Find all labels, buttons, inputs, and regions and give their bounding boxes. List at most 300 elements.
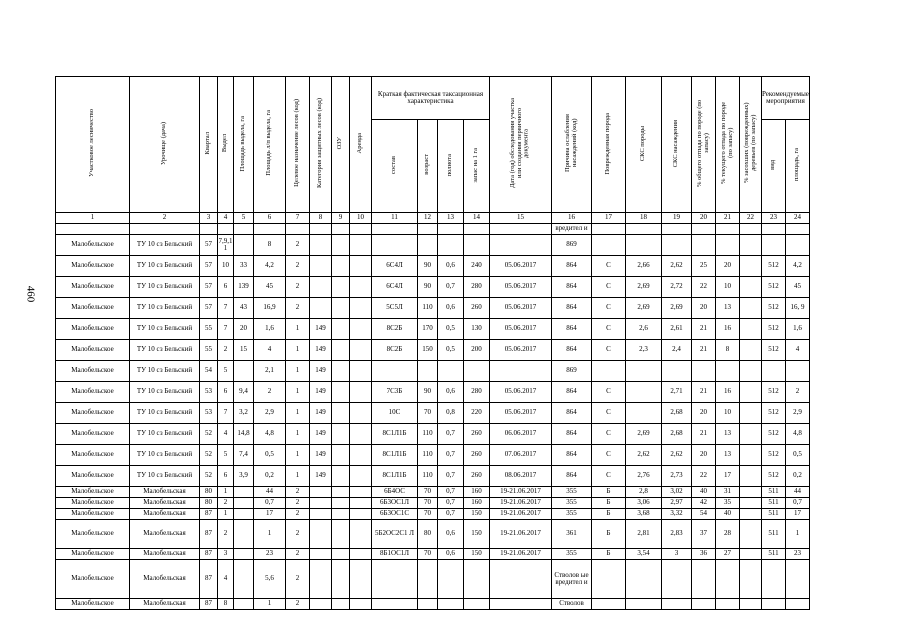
table-cell: 20 [692,445,716,466]
table-cell [438,560,464,599]
table-cell: 2,73 [662,466,692,487]
table-cell: 05.06.2017 [490,382,552,403]
table-cell [438,361,464,382]
header-recommended: Рекомендуемые мероприятия [762,77,810,120]
table-cell [350,382,372,403]
table-row [56,560,810,599]
table-row [56,549,810,560]
column-number: 10 [350,213,372,224]
table-cell: 70 [418,509,438,520]
table-cell: 13 [716,298,740,319]
table-row [56,487,810,498]
header-survey-date: Дата (год) обследования участка или создания первичного документа [490,77,552,213]
table-cell [234,599,254,610]
table-cell [218,224,234,235]
table-cell: 0,8 [438,403,464,424]
table-cell: 2 [286,487,310,498]
table-cell: Малобельская [130,549,200,560]
table-cell: 35 [716,498,740,509]
table-cell [740,549,762,560]
table-cell [350,224,372,235]
table-cell [740,466,762,487]
table-cell [740,298,762,319]
header-stock: запас на 1 га [464,120,490,213]
table-cell [464,224,490,235]
table-cell: 7 [218,403,234,424]
table-cell: 23 [254,549,286,560]
table-cell [350,319,372,340]
table-cell: 3,54 [626,549,662,560]
header-area-ha: площадь, га [785,120,809,213]
table-row [56,235,810,256]
table-row [56,361,810,382]
table-cell: 21 [692,319,716,340]
table-cell [490,361,552,382]
table-cell: 10 [716,277,740,298]
table-cell [310,224,332,235]
table-cell: 6С4Л [372,277,418,298]
table-cell: 869 [552,235,592,256]
table-cell: 864 [552,445,592,466]
table-cell [662,235,692,256]
table-cell [592,235,626,256]
table-cell: 2,81 [626,520,662,549]
table-cell [332,487,350,498]
table-cell: 1,6 [254,319,286,340]
table-cell: 87 [200,520,218,549]
table-cell [662,224,692,235]
table-cell: 512 [762,319,786,340]
table-cell: 8С2Б [372,319,418,340]
table-cell [740,319,762,340]
table-cell: 53 [200,382,218,403]
table-cell: 36 [692,549,716,560]
table-cell: 2,72 [662,277,692,298]
table-cell [350,466,372,487]
table-cell: 4 [218,560,234,599]
table-cell: 2 [286,549,310,560]
table-cell [372,560,418,599]
table-cell: 2,68 [662,403,692,424]
table-cell: 8 [716,340,740,361]
table-cell [464,235,490,256]
table-cell: 2,9 [254,403,286,424]
table-cell [418,599,438,610]
table-cell [254,224,286,235]
table-cell: С [592,424,626,445]
table-cell [200,224,218,235]
table-cell [350,298,372,319]
table-cell: 06.06.2017 [490,424,552,445]
table-cell: 1 [286,445,310,466]
table-cell [332,298,350,319]
table-cell: 2 [254,382,286,403]
table-cell: 361 [552,520,592,549]
table-cell: Малобельское [56,340,130,361]
table-cell: Малобельское [56,599,130,610]
table-row [56,256,810,277]
table-cell [310,509,332,520]
header-kind: вид [762,120,786,213]
column-number: 18 [626,213,662,224]
table-cell: 110 [418,445,438,466]
table-cell: ТУ 10 сз Бельский [130,298,200,319]
table-cell [332,224,350,235]
table-cell: 87 [200,599,218,610]
table-cell: 05.06.2017 [490,319,552,340]
table-cell: Малобельская [130,498,200,509]
table-cell: 6 [218,277,234,298]
table-cell: 6 [218,382,234,403]
table-cell [350,445,372,466]
table-cell [438,235,464,256]
table-cell: 20 [692,403,716,424]
table-cell: 150 [464,509,490,520]
table-cell [350,277,372,298]
table-cell: Малобельское [56,445,130,466]
table-cell: 53 [200,403,218,424]
table-cell: 2 [286,599,310,610]
table-cell [332,424,350,445]
table-cell [332,277,350,298]
table-cell [762,560,786,599]
table-cell: 20 [234,319,254,340]
table-cell: Малобельское [56,560,130,599]
table-cell: 511 [762,509,786,520]
table-cell: 7С3Б [372,382,418,403]
table-cell [785,224,809,235]
table-cell: 130 [464,319,490,340]
table-cell [234,224,254,235]
table-cell: 0,5 [254,445,286,466]
table-cell: 2,66 [626,256,662,277]
table-cell: 16, 9 [785,298,809,319]
table-cell [350,361,372,382]
table-row [56,445,810,466]
table-cell: 2,69 [626,424,662,445]
table-cell: 20 [692,298,716,319]
table-cell: 512 [762,340,786,361]
table-cell: 260 [464,445,490,466]
table-cell: 149 [310,403,332,424]
table-cell: 512 [762,256,786,277]
table-cell: 0,5 [785,445,809,466]
table-body [56,213,810,610]
table-cell: Малобельская [130,509,200,520]
table-cell: 3,9 [234,466,254,487]
table-cell: Малобельская [130,560,200,599]
table-cell: 260 [464,424,490,445]
table-cell: 4,8 [785,424,809,445]
header-lease: Аренда [350,77,372,213]
table-cell: С [592,256,626,277]
table-cell: Малобельское [56,549,130,560]
table-cell: 19-21.06.2017 [490,549,552,560]
table-cell [490,560,552,599]
table-cell: 55 [200,319,218,340]
table-cell [350,549,372,560]
table-cell: 1 [286,424,310,445]
table-cell: 57 [200,235,218,256]
table-cell [332,403,350,424]
table-cell: 2 [286,498,310,509]
header-forestry: Участковое лесничество [56,77,130,213]
table-cell: 87 [200,509,218,520]
column-number: 24 [785,213,809,224]
table-cell: 260 [464,298,490,319]
table-cell: 1 [286,361,310,382]
table-cell [740,224,762,235]
table-cell: 44 [785,487,809,498]
table-cell: 6С4Л [372,256,418,277]
table-cell: 355 [552,498,592,509]
table-cell: 7 [218,319,234,340]
table-cell: 07.06.2017 [490,445,552,466]
column-number: 23 [762,213,786,224]
table-cell [716,224,740,235]
table-cell: 31 [716,487,740,498]
column-number: 11 [372,213,418,224]
table-cell: Б [592,520,626,549]
table-cell: 511 [762,498,786,509]
table-cell: 16 [716,382,740,403]
table-row [56,340,810,361]
table-cell: ТУ 10 сз Бельский [130,445,200,466]
table-cell [332,560,350,599]
table-row [56,382,810,403]
table-cell: 2 [286,509,310,520]
table-cell: 8С1Л1Б [372,466,418,487]
table-cell: ТУ 10 сз Бельский [130,256,200,277]
table-cell: 864 [552,466,592,487]
table-row [56,509,810,520]
table-cell: 42 [692,498,716,509]
table-cell [372,224,418,235]
table-cell [740,560,762,599]
table-cell: 0,6 [438,520,464,549]
table-cell: 6Б3ОС1Л [372,498,418,509]
table-cell: 2,69 [662,298,692,319]
table-cell [740,361,762,382]
table-cell [785,235,809,256]
table-cell: Малобельская [130,520,200,549]
table-cell: 0,6 [438,382,464,403]
column-number: 6 [254,213,286,224]
table-cell: 2,3 [626,340,662,361]
table-cell [418,235,438,256]
table-cell: 512 [762,466,786,487]
table-cell: Малобельское [56,256,130,277]
table-cell: 2 [286,298,310,319]
table-cell: 160 [464,487,490,498]
table-cell: Малобельское [56,403,130,424]
header-damaged-species: Поврежденная порода [592,77,626,213]
table-cell [662,599,692,610]
column-number: 19 [662,213,692,224]
header-lp-area: Площадь л/п выдела, га [254,77,286,213]
table-cell: 57 [200,277,218,298]
column-number: 5 [234,213,254,224]
table-cell [740,403,762,424]
table-cell: 17 [785,509,809,520]
table-cell: С [592,403,626,424]
table-cell [716,560,740,599]
table-cell: 90 [418,256,438,277]
table-cell: 149 [310,340,332,361]
table-cell: 6Б3ОС1С [372,509,418,520]
table-cell: 28 [716,520,740,549]
table-cell: 4,8 [254,424,286,445]
table-cell: 512 [762,424,786,445]
table-cell: 0,7 [785,498,809,509]
table-cell [740,520,762,549]
column-number: 22 [740,213,762,224]
table-cell: 2 [286,560,310,599]
column-number: 2 [130,213,200,224]
table-cell: 0,7 [438,424,464,445]
table-cell [350,424,372,445]
table-cell: Малобельское [56,319,130,340]
table-cell: 4,2 [254,256,286,277]
table-cell: С [592,382,626,403]
table-cell: 2 [785,382,809,403]
table-cell [662,560,692,599]
table-cell: 13 [716,424,740,445]
table-cell [234,361,254,382]
table-cell: Б [592,549,626,560]
table-cell [332,466,350,487]
table-cell: 1 [785,520,809,549]
table-cell: 2,62 [626,445,662,466]
table-cell [286,224,310,235]
table-cell [310,256,332,277]
table-cell: 7 [218,298,234,319]
table-cell: 15 [234,340,254,361]
header-pct-total-dead: % общего отпада по породе (по запасу) [692,77,716,213]
table-cell: С [592,319,626,340]
table-cell [310,599,332,610]
column-number: 1 [56,213,130,224]
table-cell: 2 [286,256,310,277]
table-cell: 149 [310,445,332,466]
table-cell: 5 [218,361,234,382]
table-cell [464,361,490,382]
table-cell: 2,69 [626,277,662,298]
table-cell: 4 [254,340,286,361]
table-cell: 5 [218,445,234,466]
table-cell [234,520,254,549]
table-cell: 80 [200,487,218,498]
table-cell: вредител и [552,224,592,235]
table-cell: 355 [552,509,592,520]
table-cell: 70 [418,498,438,509]
table-cell [626,382,662,403]
table-cell [332,599,350,610]
table-cell: 2 [218,498,234,509]
table-cell: 2,76 [626,466,662,487]
table-cell [740,382,762,403]
table-cell: 864 [552,256,592,277]
table-cell: ТУ 10 сз Бельский [130,361,200,382]
table-cell: 25 [692,256,716,277]
table-cell [740,235,762,256]
table-row [56,403,810,424]
table-cell: 2 [218,520,234,549]
table-cell: 40 [716,509,740,520]
column-number: 15 [490,213,552,224]
table-cell [310,235,332,256]
table-cell: 27 [716,549,740,560]
table-cell: 2,6 [626,319,662,340]
table-cell: 0,7 [438,498,464,509]
table-cell: 512 [762,277,786,298]
table-cell [490,599,552,610]
table-cell: 57 [200,256,218,277]
column-number: 17 [592,213,626,224]
table-cell: 150 [418,340,438,361]
table-cell [350,487,372,498]
table-cell [740,340,762,361]
table-cell: 869 [552,361,592,382]
table-cell: 0,7 [254,498,286,509]
table-cell [310,487,332,498]
table-cell: 21 [692,340,716,361]
table-cell: 43 [234,298,254,319]
table-cell: 6Б4ОС [372,487,418,498]
table-cell [350,560,372,599]
table-cell: 4,2 [785,256,809,277]
column-number: 20 [692,213,716,224]
table-row [56,298,810,319]
table-cell [310,498,332,509]
table-cell: 150 [464,549,490,560]
table-cell: 40 [692,487,716,498]
table-cell: 7,9,1 1 [218,235,234,256]
table-cell: Малобельское [56,298,130,319]
table-cell: 864 [552,403,592,424]
table-cell: 8С1Л1Б [372,424,418,445]
table-cell: 149 [310,382,332,403]
table-cell: 2,8 [626,487,662,498]
table-cell: С [592,277,626,298]
inspection-table [55,76,810,610]
table-cell: Малобельское [56,361,130,382]
table-cell: 149 [310,319,332,340]
table-cell [762,235,786,256]
table-cell: 2,62 [662,256,692,277]
table-cell: С [592,445,626,466]
table-cell: 2 [218,340,234,361]
header-quarter: Квартал [200,77,218,213]
column-number: 12 [418,213,438,224]
table-cell: 5Б2ОС2С1 Л [372,520,418,549]
table-cell [626,361,662,382]
table-cell [310,298,332,319]
table-cell: 55 [200,340,218,361]
table-cell: 8С2Б [372,340,418,361]
table-cell: 260 [464,466,490,487]
table-row [56,466,810,487]
table-cell: 220 [464,403,490,424]
table-cell [350,498,372,509]
table-cell [626,224,662,235]
table-cell: ТУ 10 сз Бельский [130,235,200,256]
table-cell: 0,6 [438,298,464,319]
table-cell [332,445,350,466]
table-cell: 0,6 [438,256,464,277]
table-cell: 8 [218,599,234,610]
column-number: 16 [552,213,592,224]
